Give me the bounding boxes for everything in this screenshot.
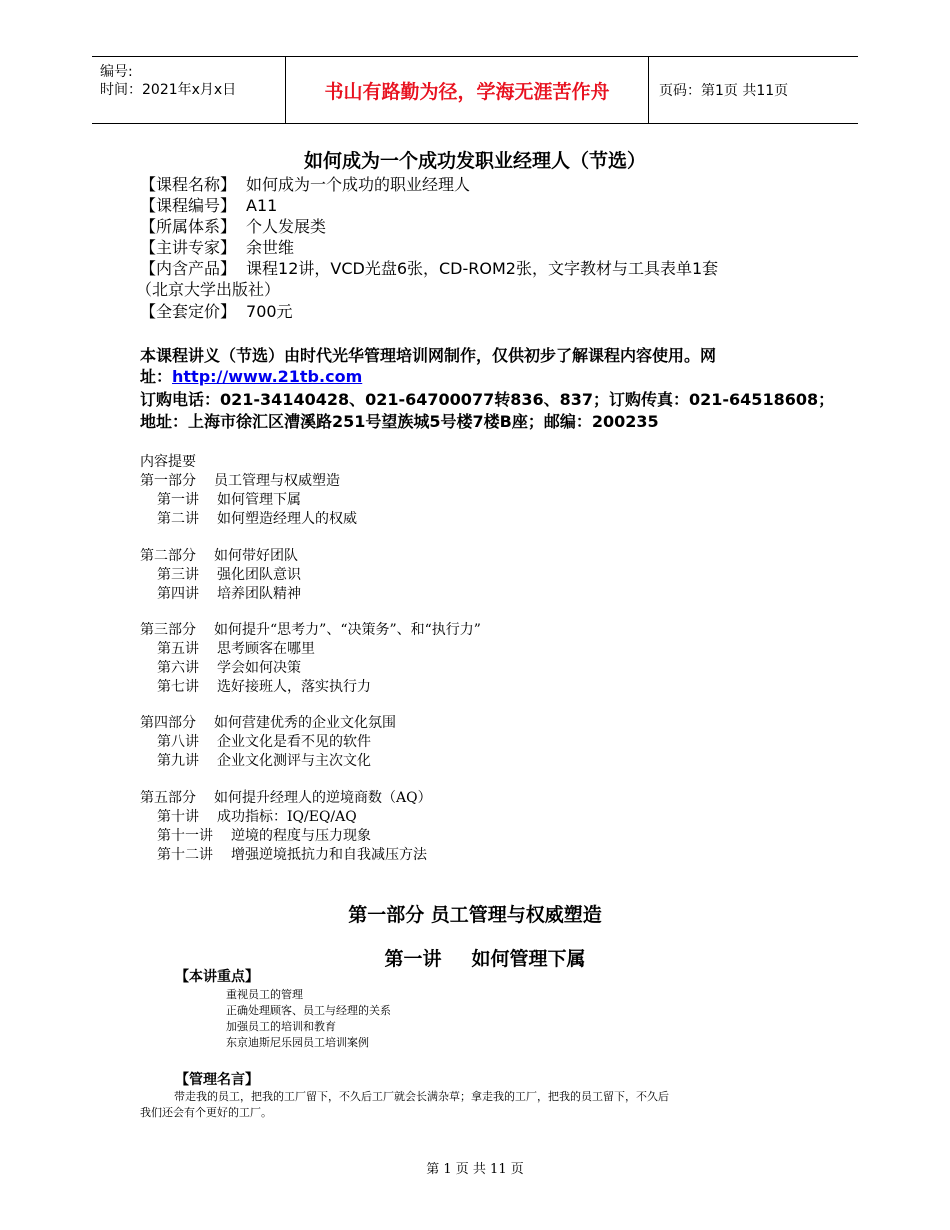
focus-point: 东京迪斯尼乐园员工培训案例 xyxy=(226,1036,369,1049)
toc-lecture xyxy=(157,508,357,528)
lecture-label: 第十讲 xyxy=(157,809,199,825)
part-label: 第三部分 xyxy=(140,622,196,638)
info-key: 【所属体系】 xyxy=(140,217,237,236)
toc-part xyxy=(140,619,481,639)
info-value: 如何成为一个成功的职业经理人 xyxy=(246,175,471,194)
lecture-title: 成功指标：IQ/EQ/AQ xyxy=(217,809,357,825)
lecture-title: 如何塑造经理人的权威 xyxy=(217,511,357,527)
info-key: 【内含产品】 xyxy=(140,259,237,278)
quote-line-1: 带走我的员工，把我的工厂留下，不久后工厂就会长满杂草；拿走我的工厂，把我的员工留下，不久后 xyxy=(174,1090,669,1103)
lecture-label: 第一讲 xyxy=(157,492,199,508)
lecture-label: 第五讲 xyxy=(157,641,199,657)
info-key: 【全套定价】 xyxy=(140,302,237,321)
info-row-publisher xyxy=(136,277,280,300)
lecture-label: 第八讲 xyxy=(157,734,199,750)
info-value: 个人发展类 xyxy=(246,217,327,236)
quote-heading: 【管理名言】 xyxy=(175,1072,259,1088)
toc-lecture xyxy=(157,844,427,864)
toc-lecture xyxy=(157,731,371,751)
info-key: 【课程名称】 xyxy=(140,175,237,194)
serial-label: 编号: xyxy=(100,64,133,80)
toc-lecture xyxy=(157,583,301,603)
focus-heading: 【本讲重点】 xyxy=(175,969,259,985)
lecture-label: 第十二讲 xyxy=(157,847,213,863)
lecture-label: 第四讲 xyxy=(157,586,199,602)
lecture-title: 强化团队意识 xyxy=(217,567,301,583)
info-value: 课程12讲，VCD光盘6张，CD-ROM2张，文字教材与工具表单1套 xyxy=(246,259,719,278)
toc-lecture xyxy=(157,638,315,658)
lecture-title: 企业文化测评与主次文化 xyxy=(217,753,371,769)
website-label: 址： xyxy=(140,367,173,386)
info-value: 余世维 xyxy=(246,238,295,257)
header-page-info: 页码：第1页 共11页 xyxy=(659,83,789,99)
info-row-products xyxy=(140,256,718,279)
info-value: 700元 xyxy=(246,302,293,321)
time-label: 时间：2021年x月x日 xyxy=(100,82,237,98)
document-title: 如何成为一个成功发职业经理人（节选） xyxy=(303,150,646,172)
lecture-title: 学会如何决策 xyxy=(217,660,301,676)
notice-line-2 xyxy=(140,364,362,387)
part-label: 第二部分 xyxy=(140,548,196,564)
toc-part xyxy=(140,470,340,490)
order-contact: 订购电话：021-34140428、021-64700077转836、837；订购传真：021-64518608； xyxy=(140,390,835,409)
part-title: 如何营建优秀的企业文化氛围 xyxy=(214,715,396,731)
toc-part xyxy=(140,545,298,565)
header-meta xyxy=(92,57,286,123)
lecture-heading xyxy=(0,944,950,971)
toc-lecture xyxy=(157,564,301,584)
toc-lecture xyxy=(157,750,371,770)
lecture-label: 第七讲 xyxy=(157,679,199,695)
info-value: A11 xyxy=(246,196,278,215)
toc-lecture xyxy=(157,489,301,509)
toc-heading: 内容提要 xyxy=(140,454,196,470)
lecture-title: 如何管理下属 xyxy=(217,492,301,508)
part-title: 如何提升“思考力”、“决策务”、和“执行力” xyxy=(214,622,481,638)
focus-point: 加强员工的培训和教育 xyxy=(226,1020,336,1033)
quote-line-2: 我们还会有个更好的工厂。 xyxy=(140,1106,272,1119)
lecture-label: 第三讲 xyxy=(157,567,199,583)
focus-point: 正确处理顾客、员工与经理的关系 xyxy=(226,1004,391,1017)
info-key: 【主讲专家】 xyxy=(140,238,237,257)
info-row-name xyxy=(140,172,470,195)
info-row-system xyxy=(140,214,326,237)
lecture-heading-label: 第一讲 xyxy=(384,948,442,970)
lecture-label: 第六讲 xyxy=(157,660,199,676)
website-link[interactable]: http://www.21tb.com xyxy=(172,367,363,386)
toc-part xyxy=(140,712,396,732)
part-title: 如何提升经理人的逆境商数（AQ） xyxy=(214,790,432,806)
lecture-label: 第二讲 xyxy=(157,511,199,527)
toc-lecture xyxy=(157,657,301,677)
part-title: 员工管理与权威塑造 xyxy=(214,473,340,489)
toc-lecture xyxy=(157,825,371,845)
focus-point: 重视员工的管理 xyxy=(226,988,303,1001)
header-motto: 书山有路勤为径，学海无涯苦作舟 xyxy=(286,57,649,123)
info-value: （北京大学出版社） xyxy=(136,280,281,299)
lecture-title: 思考顾客在哪里 xyxy=(217,641,315,657)
page-header xyxy=(92,56,858,124)
toc-part xyxy=(140,787,432,807)
page-footer: 第 1 页 共 11 页 xyxy=(426,1162,524,1177)
info-row-lecturer xyxy=(140,235,294,258)
lecture-title: 逆境的程度与压力现象 xyxy=(231,828,371,844)
part-heading: 第一部分 员工管理与权威塑造 xyxy=(348,904,602,926)
part-label: 第一部分 xyxy=(140,473,196,489)
part-label: 第五部分 xyxy=(140,790,196,806)
lecture-title: 企业文化是看不见的软件 xyxy=(217,734,371,750)
part-label: 第四部分 xyxy=(140,715,196,731)
notice-line-1: 本课程讲义（节选）由时代光华管理培训网制作，仅供初步了解课程内容使用。网 xyxy=(140,346,717,365)
lecture-title: 选好接班人，落实执行力 xyxy=(217,679,371,695)
info-row-price xyxy=(140,299,293,322)
toc-lecture xyxy=(157,806,357,826)
lecture-label: 第十一讲 xyxy=(157,828,213,844)
lecture-title: 增强逆境抵抗力和自我减压方法 xyxy=(231,847,427,863)
info-key: 【课程编号】 xyxy=(140,196,237,215)
lecture-title: 培养团队精神 xyxy=(217,586,301,602)
lecture-heading-title: 如何管理下属 xyxy=(471,948,586,970)
lecture-label: 第九讲 xyxy=(157,753,199,769)
toc-lecture xyxy=(157,676,371,696)
part-title: 如何带好团队 xyxy=(214,548,298,564)
address: 地址：上海市徐汇区漕溪路251号望族城5号楼7楼B座；邮编：200235 xyxy=(140,412,659,431)
info-row-code xyxy=(140,193,277,216)
